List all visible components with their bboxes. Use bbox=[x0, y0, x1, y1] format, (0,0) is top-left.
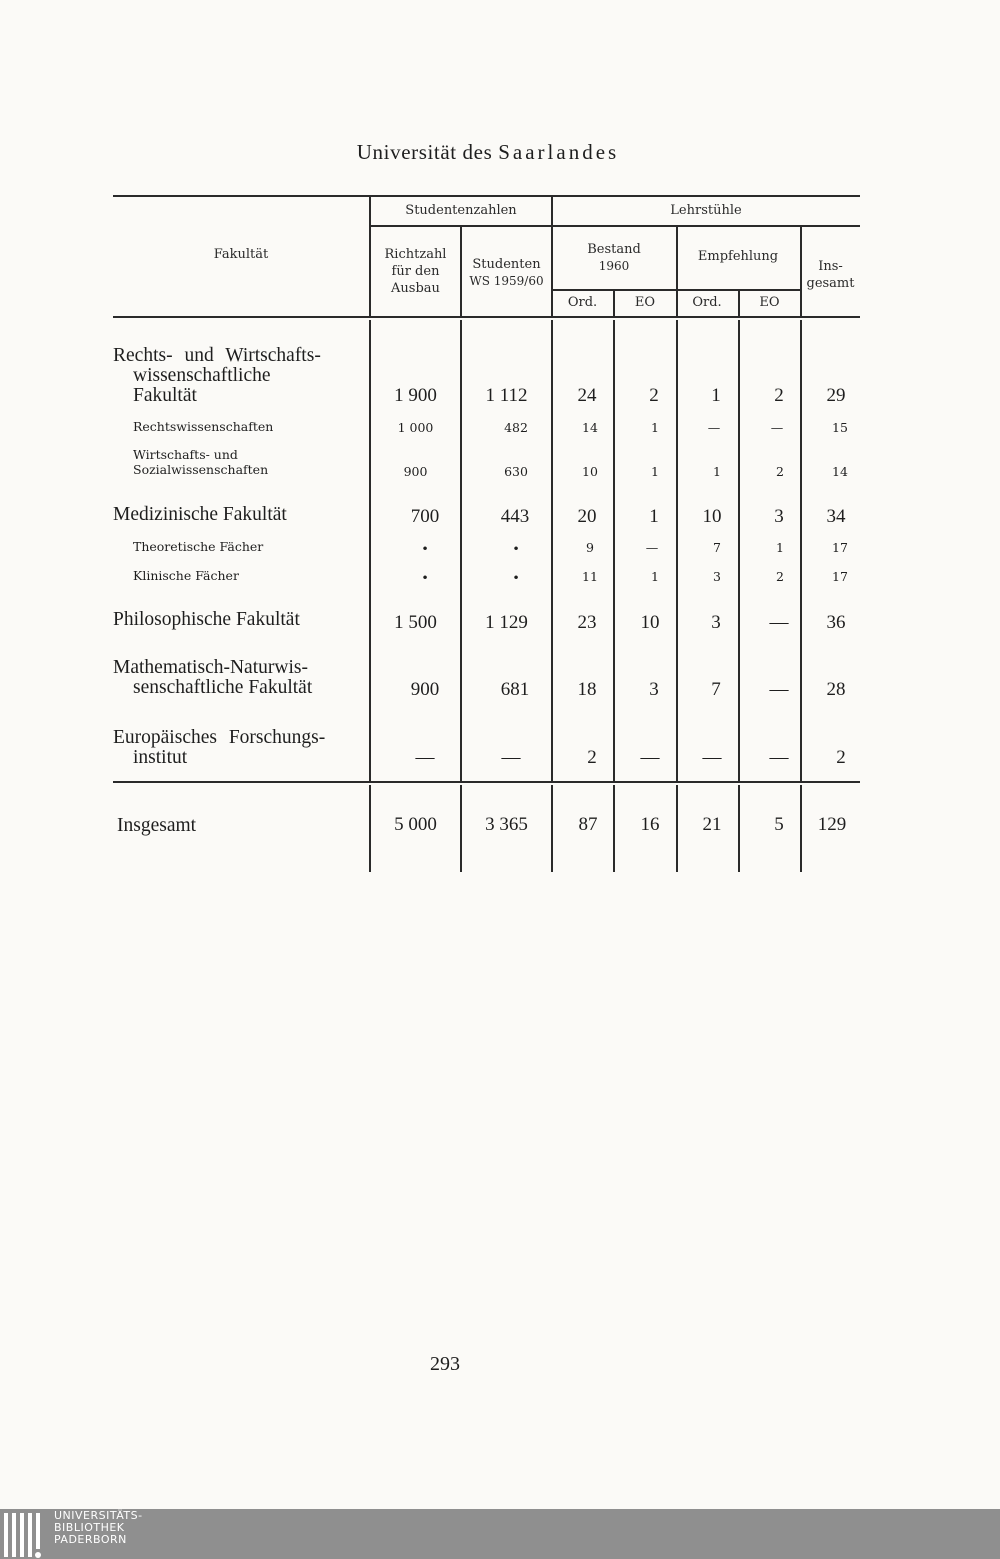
cell-total-richtzahl: 5 000 bbox=[394, 814, 437, 835]
library-name: UNIVERSITÄTS- BIBLIOTHEK PADERBORN bbox=[54, 1509, 143, 1546]
cell-r7-insgesamt: 28 bbox=[826, 679, 846, 700]
header-bestand: Bestand 1960 bbox=[587, 242, 641, 273]
cell-r6-studenten: 1 129 bbox=[485, 612, 528, 633]
cell-r4-richtzahl: • bbox=[421, 541, 429, 556]
header-bottom-rule bbox=[113, 316, 860, 318]
header-studentenzahlen: Studentenzahlen bbox=[405, 203, 517, 218]
library-footer-bar bbox=[0, 1509, 1000, 1559]
cell-r8-studenten: — bbox=[501, 747, 521, 768]
cell-r7-richtzahl: 900 bbox=[410, 679, 440, 700]
cell-r7-bestand-eo: 3 bbox=[649, 679, 659, 700]
header-insgesamt: Ins- gesamt bbox=[806, 259, 855, 291]
row-label-philosophische: Philosophische Fakultät bbox=[113, 609, 300, 630]
cell-r5-bestand-ord: 11 bbox=[582, 569, 598, 584]
cell-total-empf-eo: 5 bbox=[774, 814, 784, 835]
cell-r3-empf-ord: 10 bbox=[702, 506, 722, 527]
cell-r2-richtzahl: 900 bbox=[403, 464, 428, 479]
cell-r0-studenten: 1 112 bbox=[485, 385, 528, 406]
cell-r8-empf-ord: — bbox=[702, 747, 722, 768]
cell-r7-empf-ord: 7 bbox=[711, 679, 721, 700]
row-label-wirtschafts-sozial: Wirtschafts- und Sozialwissenschaften bbox=[133, 447, 269, 477]
cell-r8-richtzahl: — bbox=[415, 747, 435, 768]
cell-r5-richtzahl: • bbox=[421, 570, 429, 585]
cell-r3-bestand-ord: 20 bbox=[577, 506, 597, 527]
cell-r0-empf-ord: 1 bbox=[711, 385, 721, 406]
cell-r6-empf-eo: — bbox=[769, 612, 789, 633]
header-eo-bestand: EO bbox=[634, 295, 656, 310]
cell-r5-empf-eo: 2 bbox=[776, 569, 784, 584]
cell-r7-empf-eo: — bbox=[769, 679, 789, 700]
cell-r1-bestand-ord: 14 bbox=[582, 420, 598, 435]
cell-r1-richtzahl: 1 000 bbox=[397, 420, 434, 435]
cell-total-bestand-eo: 16 bbox=[640, 814, 660, 835]
cell-r5-studenten: • bbox=[512, 570, 520, 585]
cell-r1-empf-ord: — bbox=[707, 420, 721, 435]
cell-r6-bestand-ord: 23 bbox=[577, 612, 597, 633]
cell-r3-studenten: 443 bbox=[500, 506, 530, 527]
page-title: Universität des Saarlandes bbox=[356, 140, 620, 164]
cell-r5-bestand-eo: 1 bbox=[651, 569, 659, 584]
cell-r1-insgesamt: 15 bbox=[832, 420, 848, 435]
cell-r1-bestand-eo: 1 bbox=[651, 420, 659, 435]
cell-r5-insgesamt: 17 bbox=[832, 569, 848, 584]
cell-r2-bestand-ord: 10 bbox=[582, 464, 598, 479]
cell-r0-insgesamt: 29 bbox=[826, 385, 846, 406]
cell-r4-empf-ord: 7 bbox=[713, 540, 721, 555]
cell-r7-studenten: 681 bbox=[500, 679, 530, 700]
cell-r8-bestand-ord: 2 bbox=[587, 747, 597, 768]
cell-r8-insgesamt: 2 bbox=[836, 747, 846, 768]
header-eo-empfehlung: EO bbox=[759, 295, 780, 310]
row-label-medizinische: Medizinische Fakultät bbox=[113, 504, 287, 525]
cell-r0-bestand-eo: 2 bbox=[649, 385, 659, 406]
cell-total-empf-ord: 21 bbox=[702, 814, 722, 835]
cell-r2-empf-eo: 2 bbox=[776, 464, 784, 479]
header-ord-empfehlung: Ord. bbox=[692, 295, 722, 310]
row-label-insgesamt: Insgesamt bbox=[117, 815, 197, 836]
cell-r3-empf-eo: 3 bbox=[774, 506, 784, 527]
row-label-rechtswissenschaften: Rechtswissenschaften bbox=[133, 419, 274, 434]
cell-r8-bestand-eo: — bbox=[640, 747, 660, 768]
header-empfehlung: Empfehlung bbox=[697, 249, 779, 264]
table-top-rule bbox=[113, 195, 860, 197]
cell-r6-bestand-eo: 10 bbox=[640, 612, 660, 633]
cell-r8-empf-eo: — bbox=[769, 747, 789, 768]
cell-r4-studenten: • bbox=[512, 541, 520, 556]
cell-r2-studenten: 630 bbox=[504, 464, 528, 479]
cell-r2-bestand-eo: 1 bbox=[651, 464, 659, 479]
cell-r3-insgesamt: 34 bbox=[826, 506, 846, 527]
header-fakultaet: Fakultät bbox=[213, 247, 269, 262]
cell-r1-empf-eo: — bbox=[770, 420, 784, 435]
cell-r1-studenten: 482 bbox=[504, 420, 528, 435]
library-logo-icon bbox=[2, 1513, 46, 1559]
group-header-rule-lehrstuehle bbox=[552, 225, 860, 227]
cell-r4-empf-eo: 1 bbox=[776, 540, 784, 555]
cell-r0-bestand-ord: 24 bbox=[577, 385, 597, 406]
row-label-europaeisches: Europäisches Forschungs- institut bbox=[113, 727, 326, 768]
cell-r6-insgesamt: 36 bbox=[826, 612, 846, 633]
total-top-rule bbox=[113, 781, 860, 783]
row-label-theoretische: Theoretische Fächer bbox=[133, 539, 264, 554]
cell-r6-empf-ord: 3 bbox=[711, 612, 721, 633]
cell-total-insgesamt: 129 bbox=[817, 814, 847, 835]
header-lehrstuehle: Lehrstühle bbox=[670, 203, 742, 218]
cell-r5-empf-ord: 3 bbox=[713, 569, 721, 584]
cell-r4-bestand-eo: — bbox=[645, 540, 659, 555]
cell-r0-richtzahl: 1 900 bbox=[394, 385, 437, 406]
cell-r2-insgesamt: 14 bbox=[832, 464, 848, 479]
cell-r4-insgesamt: 17 bbox=[832, 540, 848, 555]
header-studenten: Studenten WS 1959/60 bbox=[469, 257, 544, 288]
header-ord-bestand: Ord. bbox=[567, 295, 598, 310]
header-richtzahl: Richtzahl für den Ausbau bbox=[384, 247, 447, 296]
cell-r7-bestand-ord: 18 bbox=[577, 679, 597, 700]
cell-r3-richtzahl: 700 bbox=[410, 506, 440, 527]
cell-total-studenten: 3 365 bbox=[485, 814, 528, 835]
page-number: 293 bbox=[430, 1353, 460, 1375]
cell-total-bestand-ord: 87 bbox=[578, 814, 598, 835]
row-label-mathematisch: Mathematisch-Naturwis- senschaftliche Fakultät bbox=[113, 657, 313, 698]
cell-r0-empf-eo: 2 bbox=[774, 385, 784, 406]
cell-r2-empf-ord: 1 bbox=[713, 464, 721, 479]
cell-r4-bestand-ord: 9 bbox=[586, 540, 594, 555]
row-label-rechts-wirtschafts: Rechts- und Wirtschafts- wissenschaftliche Fakultät bbox=[113, 345, 321, 406]
cell-r6-richtzahl: 1 500 bbox=[394, 612, 437, 633]
row-label-klinische: Klinische Fächer bbox=[133, 568, 239, 583]
cell-r3-bestand-eo: 1 bbox=[649, 506, 659, 527]
